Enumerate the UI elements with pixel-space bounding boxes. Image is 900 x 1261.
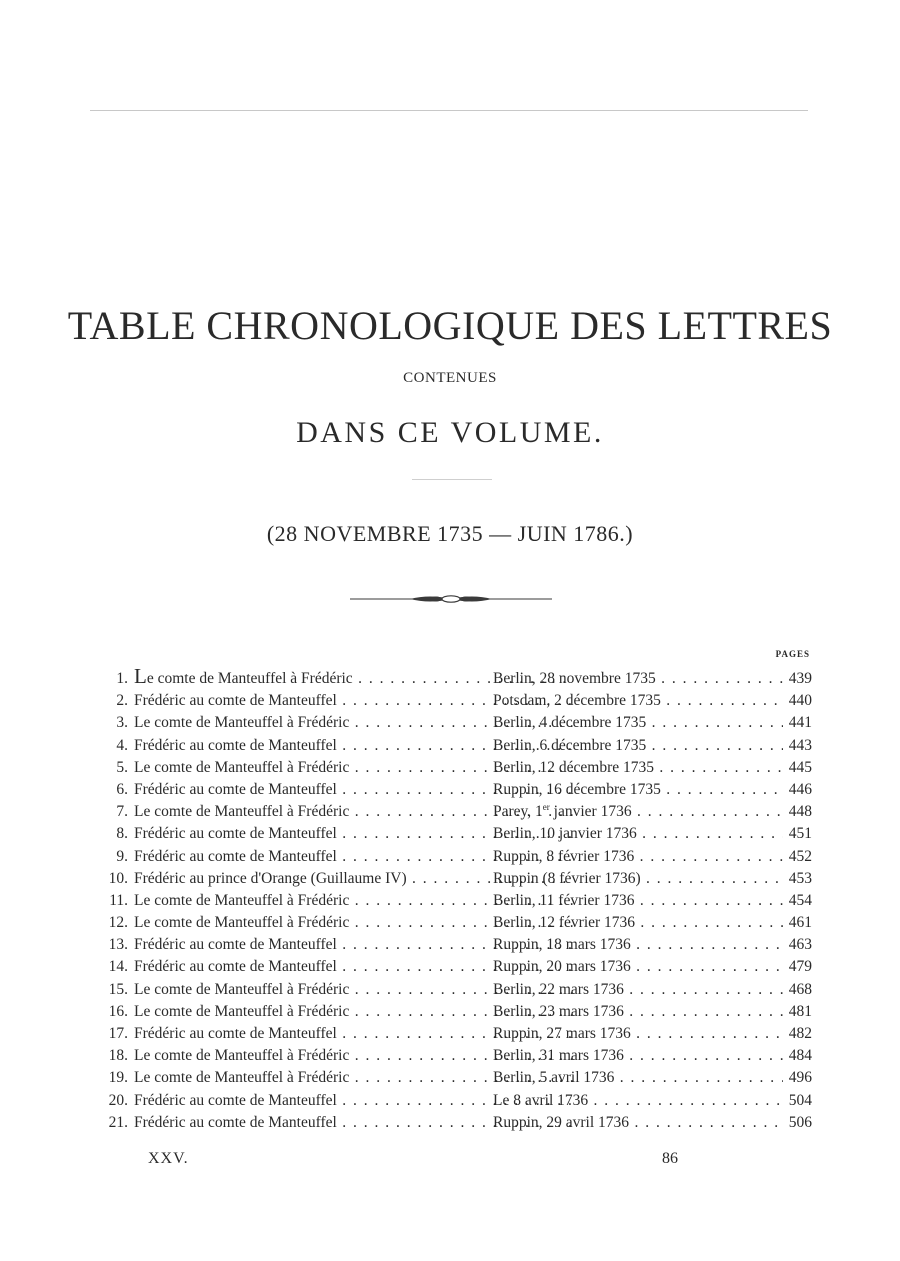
entry-correspondents: Frédéric au comte de Manteuffel . . . (134, 1090, 574, 1112)
entry-page-number: 454 (788, 891, 812, 909)
entry-number: 4. (116, 736, 128, 754)
entry-page-number: 441 (788, 714, 812, 732)
entry-place-date: Berlin, 31 mars 1736 . . . (493, 1045, 783, 1067)
entry-correspondents: Frédéric au comte de Manteuffel . . . (134, 735, 574, 757)
pages-column-header: PAGES (775, 649, 810, 659)
entry-page-number: 484 (788, 1047, 812, 1065)
entry-correspondents: Frédéric au comte de Manteuffel . . . (134, 779, 574, 801)
entry-number: 12. (108, 914, 128, 932)
entry-number: 17. (108, 1025, 128, 1042)
entry-place-date: Le 8 avril 1736 . . . (493, 1090, 783, 1112)
entry-page-number: 463 (788, 936, 812, 954)
entry-place-date: Berlin, 12 décembre 1735 . . . (493, 757, 783, 779)
entry-correspondents: Frédéric au comte de Manteuffel . . . (134, 1023, 574, 1045)
entry-number: 8. (116, 825, 128, 843)
toc-entry (90, 979, 812, 1001)
entry-number: 16. (108, 1002, 128, 1020)
toc-entry (90, 823, 812, 845)
sheet-number: 86 (662, 1150, 678, 1167)
entry-correspondents: Le comte de Manteuffel à Frédéric . . . (134, 801, 574, 823)
page-title: TABLE CHRONOLOGIQUE DES LETTRES (67, 303, 833, 348)
entry-number: 21. (108, 1113, 128, 1131)
entry-place-date: Berlin, 11 février 1736 . . . (493, 890, 783, 912)
entry-correspondents: Frédéric au comte de Manteuffel . . . (134, 956, 574, 978)
toc-entry (90, 868, 812, 890)
toc-entry (90, 757, 812, 779)
entry-page-number: 479 (788, 958, 812, 976)
top-rule (90, 110, 808, 111)
entry-number: 9. (116, 847, 128, 865)
signature-mark: XXV. (148, 1150, 189, 1167)
entry-place-date: Ruppin, 29 avril 1736 . . . (493, 1112, 783, 1134)
toc-entry (90, 890, 812, 912)
entry-place-date: Potsdam, 2 décembre 1735 . . . (493, 690, 783, 712)
entry-page-number: 446 (788, 780, 812, 798)
entry-page-number: 451 (788, 825, 812, 843)
entry-place-date: Ruppin, 27 mars 1736 . . . (493, 1023, 783, 1045)
toc-entry (90, 690, 812, 712)
entry-correspondents: Frédéric au comte de Manteuffel . . . (134, 1112, 574, 1134)
toc-entry (90, 1067, 812, 1089)
table-of-contents (90, 668, 812, 1134)
entry-correspondents: Le comte de Manteuffel à Frédéric . . . (134, 979, 574, 1001)
entry-correspondents: Le comte de Manteuffel à Frédéric . . . (134, 757, 574, 779)
entry-page-number: 468 (788, 980, 812, 998)
entry-number: 7. (116, 803, 128, 821)
entry-correspondents: Le comte de Manteuffel à Frédéric . . . (134, 912, 574, 934)
entry-page-number: 445 (788, 758, 812, 776)
entry-place-date: Ruppin, 16 décembre 1735 . . . (493, 779, 783, 801)
entry-page-number: 452 (788, 847, 812, 865)
entry-place-date: Berlin, 4 décembre 1735 . . . (493, 712, 783, 734)
short-rule (412, 479, 492, 480)
entry-number: 2. (116, 692, 128, 710)
entry-number: 13. (108, 936, 128, 954)
entry-place-date: Ruppin, 8 février 1736 . . . (493, 846, 783, 868)
toc-entry (90, 801, 812, 823)
toc-entry (90, 712, 812, 734)
entry-number: 10. (108, 869, 128, 887)
toc-entry (90, 1023, 812, 1045)
entry-place-date: Berlin, 28 novembre 1735 . . . (493, 668, 783, 690)
entry-place-date (493, 801, 783, 823)
entry-number: 18. (108, 1047, 128, 1065)
toc-entry (90, 735, 812, 757)
toc-entry (90, 956, 812, 978)
toc-entry (90, 1090, 812, 1112)
toc-entry (90, 846, 812, 868)
entry-page-number: 461 (788, 914, 812, 932)
entry-number: 20. (108, 1091, 128, 1109)
toc-entry (90, 668, 812, 690)
entry-place-date: Berlin, 12 février 1736 . . . (493, 912, 783, 934)
entry-page-number: 481 (788, 1002, 812, 1020)
entry-correspondents: Frédéric au comte de Manteuffel . . . (134, 934, 574, 956)
entry-correspondents: Frédéric au comte de Manteuffel . . . (134, 823, 574, 845)
entry-place-date: Berlin, 6 décembre 1735 . . . (493, 735, 783, 757)
entry-place-text: Parey, 1 (493, 803, 543, 821)
entry-correspondents-text: e comte de Manteuffel à Frédéric (146, 670, 353, 687)
entry-correspondents: Le comte de Manteuffel à Frédéric . . . (134, 890, 574, 912)
drop-cap: L (134, 668, 147, 688)
entry-place-superscript: er (542, 801, 550, 812)
entry-place-date: Ruppin, 18 mars 1736 . . . (493, 934, 783, 956)
toc-entry (90, 779, 812, 801)
entry-place-date: Berlin, 10 janvier 1736 . . . (493, 823, 783, 845)
entry-page-number: 440 (788, 692, 812, 710)
entry-number: 1. (116, 670, 128, 687)
entry-correspondents: Le comte de Manteuffel à Frédéric . . . (134, 1001, 574, 1023)
entry-page-number: 453 (788, 869, 812, 887)
entry-page-number: 504 (788, 1091, 812, 1109)
entry-page-number: 439 (788, 670, 812, 687)
toc-entry (90, 912, 812, 934)
entry-number: 19. (108, 1069, 128, 1087)
entry-correspondents: Le comte de Manteuffel à Frédéric . . . (134, 712, 574, 734)
entry-correspondents: Frédéric au comte de Manteuffel . . . (134, 846, 574, 868)
entry-place-date: Berlin, 5 avril 1736 . . . (493, 1067, 783, 1089)
entry-page-number: 482 (788, 1025, 812, 1042)
entry-number: 11. (109, 891, 128, 909)
toc-entry (90, 1112, 812, 1134)
entry-place-date: Berlin, 22 mars 1736 . . . (493, 979, 783, 1001)
entry-place-date: Ruppin, 20 mars 1736 . . . (493, 956, 783, 978)
entry-page-number: 443 (788, 736, 812, 754)
entry-place-date: Berlin, 23 mars 1736 . . . (493, 1001, 783, 1023)
entry-correspondents: Frédéric au comte de Manteuffel . . . (134, 690, 574, 712)
entry-number: 5. (116, 758, 128, 776)
toc-entry (90, 1001, 812, 1023)
entry-correspondents: Le comte de Manteuffel à Frédéric . . . (134, 1067, 574, 1089)
entry-number: 6. (116, 780, 128, 798)
entry-page-number: 448 (788, 803, 812, 821)
entry-place-date: Ruppin (8 février 1736) . . . (493, 868, 783, 890)
date-range: (28 NOVEMBRE 1735 — JUIN 1786.) (266, 521, 634, 546)
entry-page-number: 506 (788, 1113, 812, 1131)
subtitle-volume: DANS CE VOLUME. (296, 416, 604, 449)
toc-entry (90, 1045, 812, 1067)
entry-page-number: 496 (788, 1069, 812, 1087)
entry-number: 15. (108, 980, 128, 998)
entry-correspondents: Le comte de Manteuffel à Frédéric . . . (134, 1045, 574, 1067)
entry-number: 14. (108, 958, 128, 976)
entry-number: 3. (116, 714, 128, 732)
entry-place-text-rest: janvier 1736 (549, 803, 632, 821)
ornament-divider (350, 592, 552, 606)
subtitle-contenues: CONTENUES (403, 370, 497, 386)
entry-correspondents: Frédéric au prince d'Orange (Guillaume IV) . . . (134, 868, 574, 890)
toc-entry (90, 934, 812, 956)
